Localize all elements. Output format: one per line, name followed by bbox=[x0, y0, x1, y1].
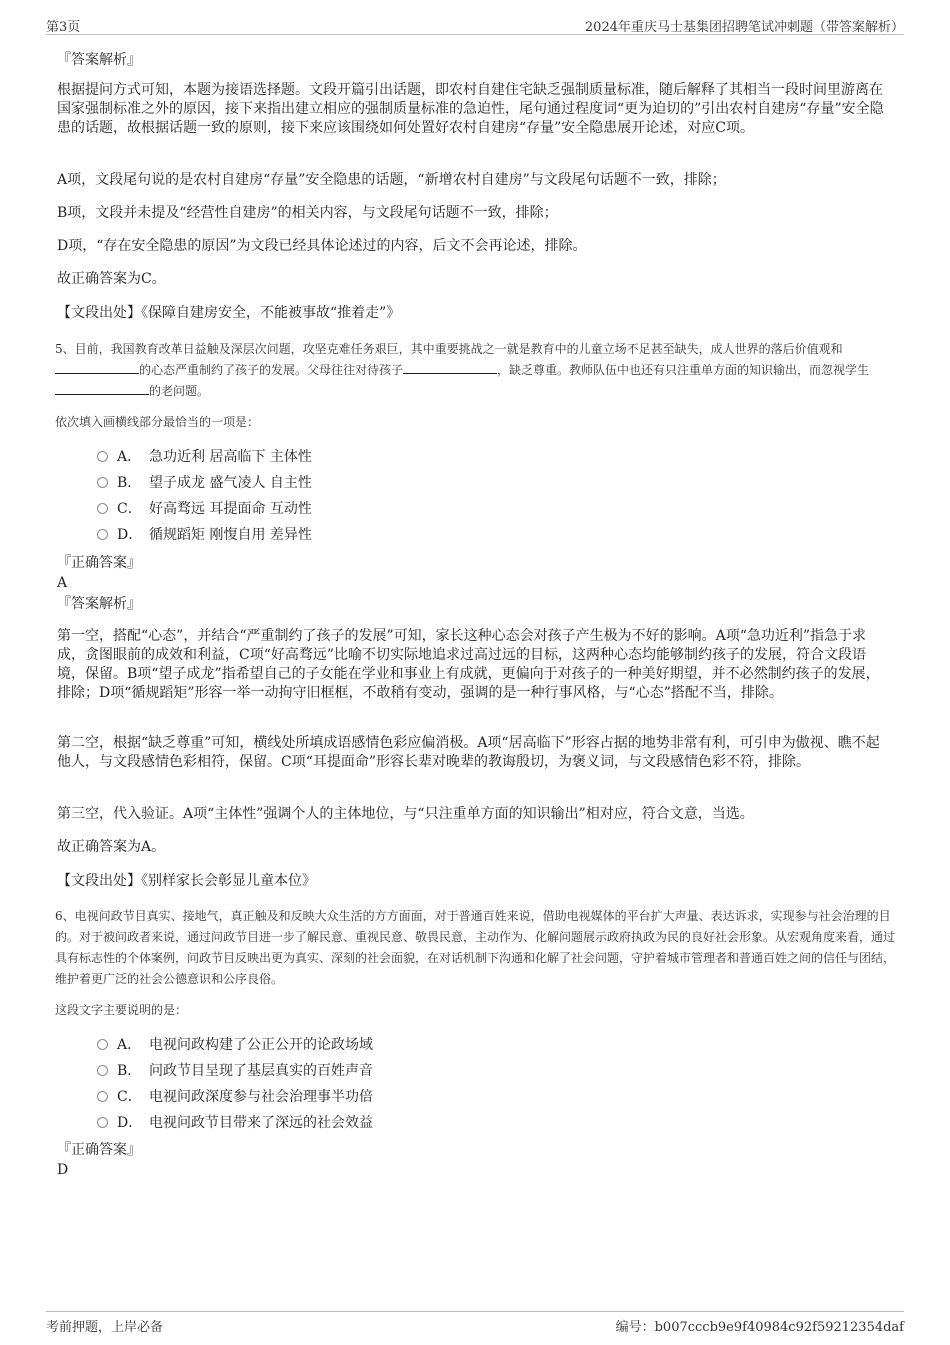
q4-analysis-p3: B项，文段并未提及“经营性自建房”的相关内容，与文段尾句话题不一致，排除； bbox=[57, 205, 558, 221]
q5-stem: 5、目前，我国教育改革日益触及深层次问题，攻坚克难任务艰巨，其中重要挑战之一就是教育中的儿童立场不足甚至缺失，成人世界的落后价值观和的心态严重制约了孩子的发展。父母往往对待孩子 ，缺乏尊重。教师队伍中也还有只注重单方面的知识输出，而忽视学生的老问题。 bbox=[55, 342, 870, 398]
q5-blank-3 bbox=[55, 381, 149, 395]
q6-answer-label: 『正确答案』 bbox=[57, 1142, 141, 1158]
radio-icon[interactable] bbox=[97, 503, 108, 514]
q5-answer-label: 『正确答案』 bbox=[57, 555, 141, 571]
document-title: 2024年重庆马士基集团招聘笔试冲刺题（带答案解析） bbox=[584, 20, 904, 35]
q5-option-a[interactable]: A． 急功近利 居高临下 主体性 bbox=[97, 448, 312, 467]
q6-prompt: 这段文字主要说明的是： bbox=[55, 1003, 188, 1017]
q5-answer: A bbox=[57, 575, 68, 591]
q6-answer: D bbox=[57, 1162, 69, 1178]
q5-option-b[interactable]: B． 望子成龙 盛气凌人 自主性 bbox=[97, 474, 312, 493]
q4-source: 【文段出处】《保障自建房安全，不能被事故“推着走”》 bbox=[57, 305, 401, 321]
document-id: 编号：b007cccb9e9f40984c92f59212354daf bbox=[615, 1320, 904, 1335]
radio-icon[interactable] bbox=[97, 451, 108, 462]
q4-analysis-p2: A项，文段尾句说的是农村自建房“存量”安全隐患的话题，“新增农村自建房”与文段尾句话题不一致，排除； bbox=[57, 172, 726, 188]
q5-analysis-label: 『答案解析』 bbox=[57, 596, 141, 612]
page-footer bbox=[46, 1311, 904, 1336]
radio-icon[interactable] bbox=[97, 1065, 108, 1076]
q6-option-a[interactable]: A． 电视问政构建了公正公开的论政场域 bbox=[97, 1036, 373, 1055]
q4-conclusion: 故正确答案为C。 bbox=[57, 271, 166, 287]
q5-prompt: 依次填入画横线部分最恰当的一项是： bbox=[55, 415, 260, 429]
radio-icon[interactable] bbox=[97, 1091, 108, 1102]
footer-slogan: 考前押题，上岸必备 bbox=[46, 1320, 164, 1335]
q5-option-c[interactable]: C． 好高骛远 耳提面命 互动性 bbox=[97, 500, 312, 519]
q4-analysis-p1: 根据提问方式可知，本题为接语选择题。文段开篇引出话题，即农村自建住宅缺乏强制质量标准，随后解释了其相当一段时间里游离在国家强制标准之外的原因，接下来指出建立相应的强制质量标准的急迫性，尾句通过程度词“更为迫切的”引出农村自建房“存量”安全隐患的话题，故根据话题一致的原则，接下来应该围绕如何处置好农村自建房“存量”安全隐患展开论述，对应C项。 bbox=[57, 82, 884, 136]
q6-stem: 6、电视问政节目真实、接地气，真正触及和反映大众生活的方方面面，对于普通百姓来说，借助电视媒体的平台扩大声量、表达诉求，实现参与社会治理的目的。对于被问政者来说，通过问政节目进一步了解民意、重视民意、敬畏民意，主动作为、化解问题展示政府执政为民的良好社会形象。从宏观角度来看，通过具有标志性的个体案例，问政节目反映出更为真实、深刻的社会面貌，在对话机制下沟通和化解了社会问题，守护着城市管理者和普通百姓之间的信任与团结，维护着更广泛的社会公德意识和公序良俗。 bbox=[55, 909, 896, 986]
page-number: 第3页 bbox=[46, 20, 81, 35]
q6-option-c[interactable]: C． 电视问政深度参与社会治理事半功倍 bbox=[97, 1088, 373, 1107]
radio-icon[interactable] bbox=[97, 529, 108, 540]
q6-option-b[interactable]: B． 问政节目呈现了基层真实的百姓声音 bbox=[97, 1062, 373, 1081]
q5-blank-1 bbox=[55, 360, 139, 374]
q4-analysis-label: 『答案解析』 bbox=[57, 52, 141, 68]
radio-icon[interactable] bbox=[97, 1117, 108, 1128]
q5-blank-2 bbox=[403, 360, 497, 374]
page-header bbox=[46, 14, 904, 35]
radio-icon[interactable] bbox=[97, 477, 108, 488]
q5-source: 【文段出处】《别样家长会彰显儿童本位》 bbox=[57, 873, 316, 889]
q5-option-d[interactable]: D． 循规蹈矩 刚愎自用 差异性 bbox=[97, 526, 312, 545]
q5-analysis-p3: 第三空，代入验证。A项“主体性”强调个人的主体地位，与“只注重单方面的知识输出”相对应，符合文意，当选。 bbox=[57, 806, 754, 822]
q4-analysis-p4: D项，“存在安全隐患的原因”为文段已经具体论述过的内容，后文不会再论述，排除。 bbox=[57, 238, 587, 254]
q5-analysis-p1: 第一空，搭配“心态”，并结合“严重制约了孩子的发展”可知，家长这种心态会对孩子产生极为不好的影响。A项“急功近利”指急于求成，贪图眼前的成效和利益，C项“好高骛远”比喻不切实际地追求过高过远的目标，这两种心态均能够制约孩子的发展，符合文段语境，保留。B项“望子成龙”指希望自己的子女能在学业和事业上有成就，更偏向于对孩子的一种美好期望，并不必然制约孩子的发展，排除；D项“循规蹈矩”形容一举一动拘守旧框框，不敢稍有变动，强调的是一种行事风格，与“心态”搭配不当，排除。 bbox=[57, 628, 880, 701]
radio-icon[interactable] bbox=[97, 1039, 108, 1050]
q5-conclusion: 故正确答案为A。 bbox=[57, 839, 166, 855]
q5-analysis-p2: 第二空，根据“缺乏尊重”可知，横线处所填成语感情色彩应偏消极。A项“居高临下”形容占据的地势非常有利，可引申为傲视、瞧不起他人，与文段感情色彩相符，保留。C项“耳提面命”形容长辈对晚辈的教诲殷切，为褒义词，与文段感情色彩不符，排除。 bbox=[57, 735, 880, 770]
q6-option-d[interactable]: D． 电视问政节目带来了深远的社会效益 bbox=[97, 1114, 373, 1133]
